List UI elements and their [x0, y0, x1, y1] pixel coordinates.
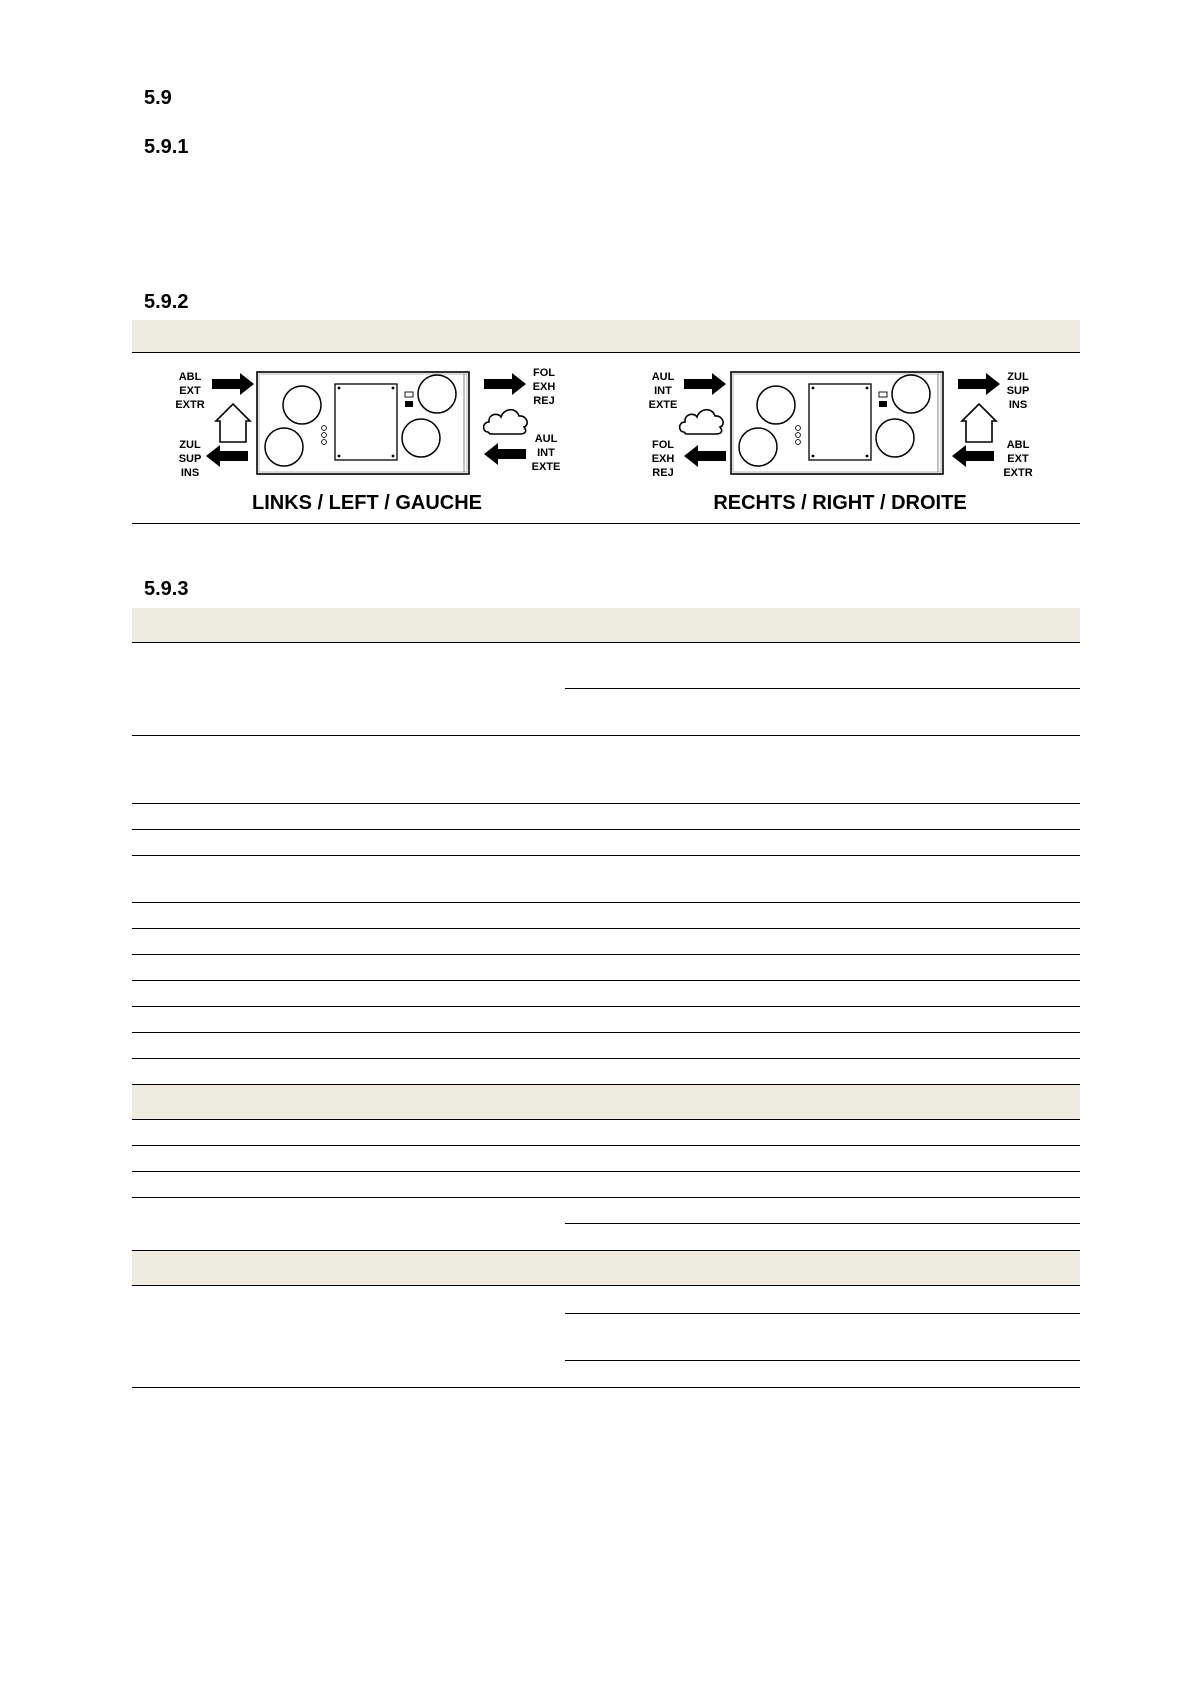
table-rule	[132, 1058, 1080, 1059]
label-ext: EXT	[179, 385, 201, 397]
section-heading-5-9-2: 5.9.2	[144, 291, 189, 313]
label-exte: EXTE	[531, 461, 561, 473]
label-abl: ABL	[1006, 439, 1030, 451]
label-sup: SUP	[1006, 385, 1030, 397]
arrow-out-icon	[206, 445, 248, 467]
section-heading-5-9-3: 5.9.3	[144, 578, 189, 600]
table-rule	[132, 1006, 1080, 1007]
ventilation-unit-right	[731, 372, 943, 474]
table-rule	[132, 1285, 1080, 1286]
arrow-in-icon	[684, 373, 726, 395]
cloud-icon	[680, 410, 724, 434]
figure-table-rule-top	[132, 352, 1080, 353]
table-rule	[565, 1223, 1080, 1224]
label-rej: REJ	[533, 395, 555, 407]
table-rule	[132, 1032, 1080, 1033]
table-rule	[132, 642, 1080, 643]
label-aul: AUL	[534, 433, 558, 445]
arrow-in-icon	[212, 373, 254, 395]
house-icon	[962, 404, 996, 442]
label-ins: INS	[1008, 399, 1028, 411]
arrow-in-icon	[484, 443, 526, 465]
table-rule	[132, 735, 1080, 736]
table-rule	[132, 1084, 1080, 1085]
label-exte: EXTE	[648, 399, 678, 411]
label-exh: EXH	[532, 381, 556, 393]
label-fol: FOL	[652, 439, 674, 451]
section-heading-5-9: 5.9	[144, 87, 172, 109]
table-rule	[565, 688, 1080, 689]
table-rule	[565, 1313, 1080, 1314]
figure-table-rule-bottom	[132, 523, 1080, 524]
label-ins: INS	[180, 467, 200, 479]
table-rule	[132, 1119, 1080, 1120]
arrow-in-icon	[952, 445, 994, 467]
figure-table-header	[132, 320, 1080, 352]
table-group-header	[132, 1250, 1080, 1285]
table-rule	[132, 1145, 1080, 1146]
label-int: INT	[537, 447, 555, 459]
table-rule	[132, 928, 1080, 929]
table-rule	[132, 1250, 1080, 1251]
label-extr: EXTR	[1003, 467, 1033, 479]
table-rule	[132, 1171, 1080, 1172]
table-rule	[565, 1360, 1080, 1361]
label-exh: EXH	[651, 453, 675, 465]
label-zul: ZUL	[179, 439, 201, 451]
ventilation-unit-left	[257, 372, 469, 474]
label-fol: FOL	[533, 367, 555, 379]
right-variant	[649, 371, 1033, 514]
table-rule	[132, 855, 1080, 856]
section-heading-5-9-1: 5.9.1	[144, 136, 189, 158]
arrow-out-icon	[484, 373, 526, 395]
table-rule	[132, 1387, 1080, 1388]
arrow-out-icon	[684, 445, 726, 467]
caption-left: LINKS / LEFT / GAUCHE	[252, 492, 482, 514]
data-table-header	[132, 608, 1080, 642]
label-zul: ZUL	[1007, 371, 1029, 383]
table-rule	[132, 803, 1080, 804]
cloud-icon	[484, 410, 528, 434]
table-rule	[132, 954, 1080, 955]
house-icon	[216, 404, 250, 442]
label-int: INT	[654, 385, 672, 397]
table-rule	[132, 829, 1080, 830]
table-rule	[132, 980, 1080, 981]
left-variant	[175, 367, 560, 514]
label-ext: EXT	[1007, 453, 1029, 465]
label-extr: EXTR	[175, 399, 205, 411]
label-abl: ABL	[178, 371, 202, 383]
table-group-header	[132, 1084, 1080, 1119]
table-rule	[132, 902, 1080, 903]
table-rule	[132, 1197, 1080, 1198]
label-sup: SUP	[178, 453, 202, 465]
label-aul: AUL	[651, 371, 675, 383]
arrow-out-icon	[958, 373, 1000, 395]
caption-right: RECHTS / RIGHT / DROITE	[713, 492, 967, 514]
orientation-figure	[132, 356, 1080, 523]
label-rej: REJ	[652, 467, 674, 479]
